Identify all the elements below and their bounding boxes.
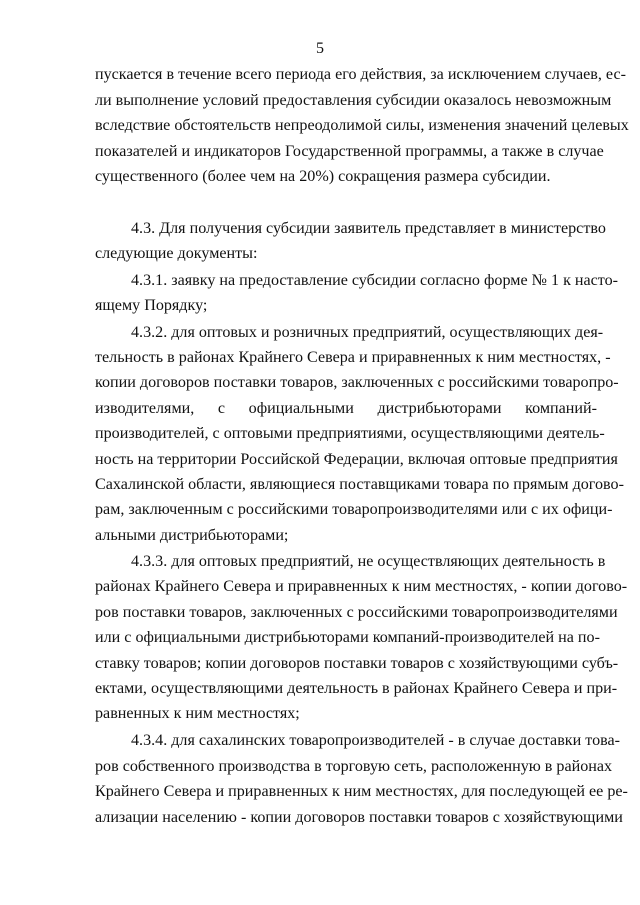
text-line: ров собственного производства в торговую сеть, расположенную в районах xyxy=(95,758,613,775)
text-line: изводителями, с официальными дистрибьюторами компаний- xyxy=(95,400,597,417)
text-line: рам, заключенным с российскими товаропроизводителями или с их офици- xyxy=(95,501,613,518)
text-line: пускается в течение всего периода его действия, за исключением случаев, ес- xyxy=(95,66,626,83)
text-line: 4.3. Для получения субсидии заявитель представляет в министерство xyxy=(131,220,606,237)
text-line: ров поставки товаров, заключенных с российскими товаропроизводителями xyxy=(95,604,618,621)
text-line: Крайнего Севера и приравненных к ним местностях, для последующей ее ре- xyxy=(95,783,628,800)
text-line: ставку товаров; копии договоров поставки товаров с хозяйствующими субъ- xyxy=(95,655,619,672)
text-line: вследствие обстоятельств непреодолимой силы, изменения значений целевых xyxy=(95,117,629,134)
text-line: ящему Порядку; xyxy=(95,297,208,314)
text-line: следующие документы: xyxy=(95,245,258,262)
text-line: производителей, с оптовыми предприятиями, осуществляющими деятель- xyxy=(95,425,605,442)
text-line: показателей и индикаторов Государственной программы, а также в случае xyxy=(95,143,604,160)
text-line: 4.3.2. для оптовых и розничных предприятий, осуществляющих дея- xyxy=(131,324,604,341)
text-line: 4.3.3. для оптовых предприятий, не осуществляющих деятельность в xyxy=(131,553,606,570)
text-line: копии договоров поставки товаров, заключенных с российскими товаропро- xyxy=(95,374,619,391)
page-number: 5 xyxy=(316,40,324,57)
text-line: или с официальными дистрибьюторами компаний-производителей на по- xyxy=(95,629,600,646)
text-line: ли выполнение условий предоставления субсидии оказалось невозможным xyxy=(95,92,612,109)
text-line: ализации населению - копии договоров поставки товаров с хозяйствующими xyxy=(95,809,623,826)
text-line: равненных к ним местностях; xyxy=(95,705,300,722)
text-line: 4.3.4. для сахалинских товаропроизводителей - в случае доставки това- xyxy=(131,732,621,749)
text-line: Сахалинской области, являющиеся поставщиками товара по прямым догово- xyxy=(95,476,624,493)
text-line: 4.3.1. заявку на предоставление субсидии согласно форме № 1 к насто- xyxy=(131,272,619,289)
text-line: существенного (более чем на 20%) сокращения размера субсидии. xyxy=(95,168,551,185)
text-line: ность на территории Российской Федерации, включая оптовые предприятия xyxy=(95,451,618,468)
text-line: ектами, осуществляющими деятельность в районах Крайнего Севера и при- xyxy=(95,680,618,697)
text-line: тельность в районах Крайнего Севера и приравненных к ним местностях, - xyxy=(95,349,611,366)
text-line: районах Крайнего Севера и приравненных к ним местностях, - копии догово- xyxy=(95,578,628,595)
text-line: альными дистрибьюторами; xyxy=(95,527,289,544)
